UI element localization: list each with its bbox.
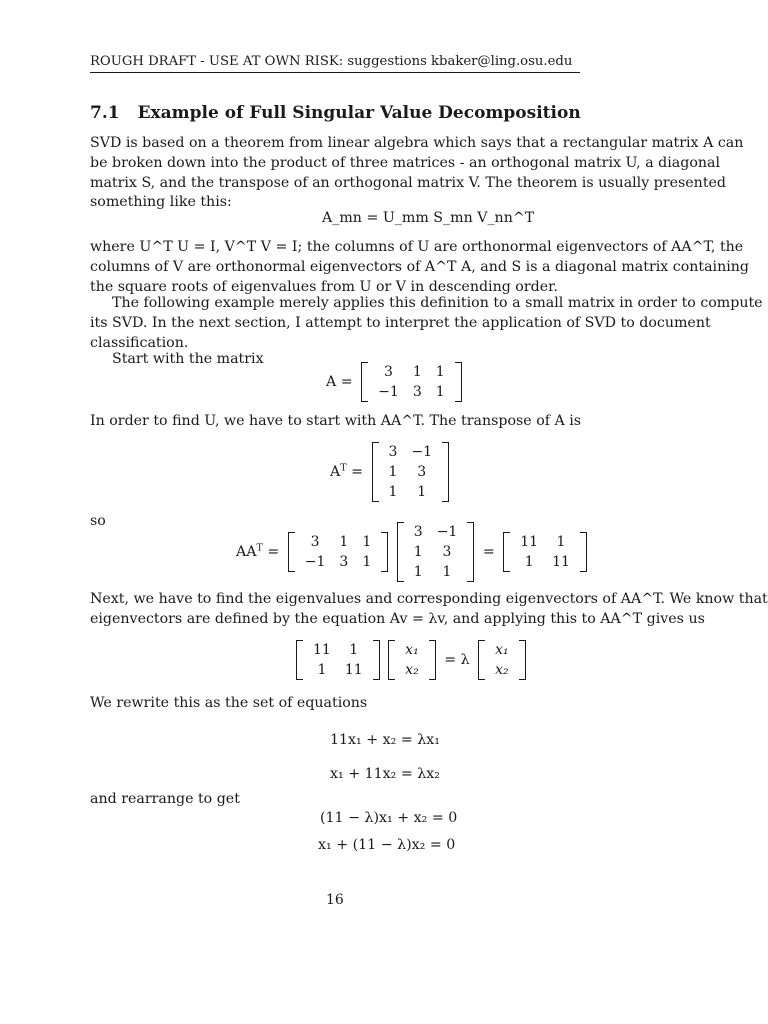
matrix-row xyxy=(488,660,516,680)
matrix-cell: 1 xyxy=(413,544,423,560)
matrix-row xyxy=(513,552,577,572)
matrix-cell: 11 xyxy=(313,642,331,658)
equals-sign: = xyxy=(482,544,495,560)
text-line: The following example merely applies this definition to a small matrix in order to compute xyxy=(112,295,763,311)
matrix-cell: 3 xyxy=(388,444,398,460)
matrix-cell: 1 xyxy=(339,534,349,550)
svd-equation: A_mn = U_mm S_mn V_nn^T xyxy=(322,210,535,226)
matrix-cell: −1 xyxy=(378,384,399,400)
matrix-row xyxy=(382,462,440,482)
text-line: the square roots of eigenvalues from U or V in descending order. xyxy=(90,278,558,295)
matrix-row xyxy=(488,640,516,660)
text-line: matrix S, and the transpose of an orthogonal matrix V. The theorem is usually presented xyxy=(90,174,727,191)
matrix-cell: 1 xyxy=(317,662,327,678)
paragraph-start: Start with the matrix xyxy=(112,351,264,367)
matrix-at-label: $A^T$ = xyxy=(330,462,363,480)
matrix-cell: −1 xyxy=(436,524,458,540)
equation-3: (11 − λ)x₁ + x₂ = 0 xyxy=(320,810,458,826)
matrix-cell: 1 xyxy=(412,364,422,380)
matrix-row xyxy=(398,660,426,680)
equation-1: 11x₁ + x₂ = λx₁ xyxy=(330,732,440,748)
matrix-cell: x₂ xyxy=(405,662,419,678)
matrix-cell: 1 xyxy=(362,554,372,570)
matrix-row xyxy=(306,640,370,660)
matrix-a-label: A = xyxy=(326,374,353,390)
matrix-cell: 3 xyxy=(417,464,427,480)
matrix-a-equation xyxy=(326,362,462,402)
paragraph-rearrange: and rearrange to get xyxy=(90,791,240,807)
text-line: where U^T U = I, V^T V = I; the columns of U are orthonormal eigenvectors of AA^T, the xyxy=(90,239,744,255)
text-line: columns of V are orthonormal eigenvectors of A^T A, and S is a diagonal matrix containing xyxy=(90,258,749,275)
text-line: classification. xyxy=(90,334,189,351)
text-line: eigenvectors are defined by the equation Av = λv, and applying this to AA^T gives us xyxy=(90,610,705,627)
matrix-aat-result xyxy=(503,532,587,572)
paragraph-eigen xyxy=(90,590,768,630)
matrix-cell: 1 xyxy=(388,484,398,500)
eigen-matrix-equation xyxy=(296,640,526,680)
matrix-cell: 1 xyxy=(435,384,445,400)
text-line: Next, we have to find the eigenvalues and corresponding eigenvectors of AA^T. We know that xyxy=(90,591,768,607)
matrix-cell: 11 xyxy=(520,534,539,550)
vector-x-left xyxy=(388,640,436,680)
matrix-at-factor xyxy=(397,522,475,582)
vector-x-right xyxy=(478,640,526,680)
matrix-cell: 1 xyxy=(435,364,445,380)
equation-2: x₁ + 11x₂ = λx₂ xyxy=(330,766,440,782)
matrix-cell: 1 xyxy=(362,534,372,550)
matrix-row xyxy=(382,482,440,502)
matrix-cell: −1 xyxy=(304,554,326,570)
matrix-row xyxy=(371,362,451,382)
aat-product-equation xyxy=(236,522,587,582)
page-number: 16 xyxy=(326,892,344,908)
matrix-cell: 1 xyxy=(442,564,452,580)
matrix-at-equation xyxy=(330,442,449,502)
matrix-row xyxy=(398,640,426,660)
matrix-row xyxy=(513,532,577,552)
running-header: ROUGH DRAFT - USE AT OWN RISK: suggestions kbaker@ling.osu.edu xyxy=(90,54,580,73)
matrix-cell: x₁ xyxy=(405,642,419,658)
matrix-at xyxy=(372,442,450,502)
matrix-row xyxy=(298,552,378,572)
equals-lambda: = λ xyxy=(444,652,470,668)
matrix-cell: 3 xyxy=(384,364,393,380)
matrix-cell: 11 xyxy=(344,662,363,678)
matrix-cell: 11 xyxy=(552,554,570,570)
matrix-row xyxy=(382,442,440,462)
matrix-cell: x₂ xyxy=(495,662,509,678)
paragraph-intro xyxy=(90,134,744,213)
paragraph-transpose: In order to find U, we have to start with AA^T. The transpose of A is xyxy=(90,413,582,429)
paragraph-rewrite: We rewrite this as the set of equations xyxy=(90,695,368,711)
section-heading xyxy=(90,103,581,123)
section-title-text: Example of Full Singular Value Decomposition xyxy=(137,103,581,123)
matrix-cell: 3 xyxy=(310,534,320,550)
matrix-row xyxy=(407,542,465,562)
matrix-cell: 1 xyxy=(388,464,398,480)
matrix-cell: 1 xyxy=(524,554,534,570)
matrix-cell: 1 xyxy=(556,534,566,550)
matrix-a-factor xyxy=(288,532,388,572)
text-line: its SVD. In the next section, I attempt to interpret the application of SVD to document xyxy=(90,314,711,331)
paragraph-definition xyxy=(90,238,749,297)
matrix-row xyxy=(306,660,370,680)
matrix-cell: 1 xyxy=(417,484,427,500)
text-line: SVD is based on a theorem from linear algebra which says that a rectangular matrix A can xyxy=(90,135,744,151)
matrix-cell: x₁ xyxy=(495,642,509,658)
matrix-cell: 1 xyxy=(413,564,423,580)
matrix-row xyxy=(407,522,465,542)
matrix-cell: 3 xyxy=(412,384,422,400)
aat-label: $AA^T$ = xyxy=(236,542,280,560)
text-line: be broken down into the product of three matrices - an orthogonal matrix U, a diagonal xyxy=(90,154,720,171)
matrix-row xyxy=(298,532,378,552)
matrix-cell: 3 xyxy=(413,524,423,540)
matrix-row xyxy=(407,562,465,582)
section-number: 7.1 xyxy=(90,103,120,123)
equation-4: x₁ + (11 − λ)x₂ = 0 xyxy=(318,837,456,853)
matrix-a xyxy=(361,362,461,402)
matrix-cell: 3 xyxy=(339,554,349,570)
paragraph-so: so xyxy=(90,513,106,529)
text-line: something like this: xyxy=(90,194,232,211)
matrix-cell: 1 xyxy=(349,642,359,658)
matrix-cell: −1 xyxy=(411,444,433,460)
matrix-cell: 3 xyxy=(442,544,452,560)
paragraph-example xyxy=(90,294,763,353)
matrix-aat xyxy=(296,640,380,680)
matrix-row xyxy=(371,382,451,402)
